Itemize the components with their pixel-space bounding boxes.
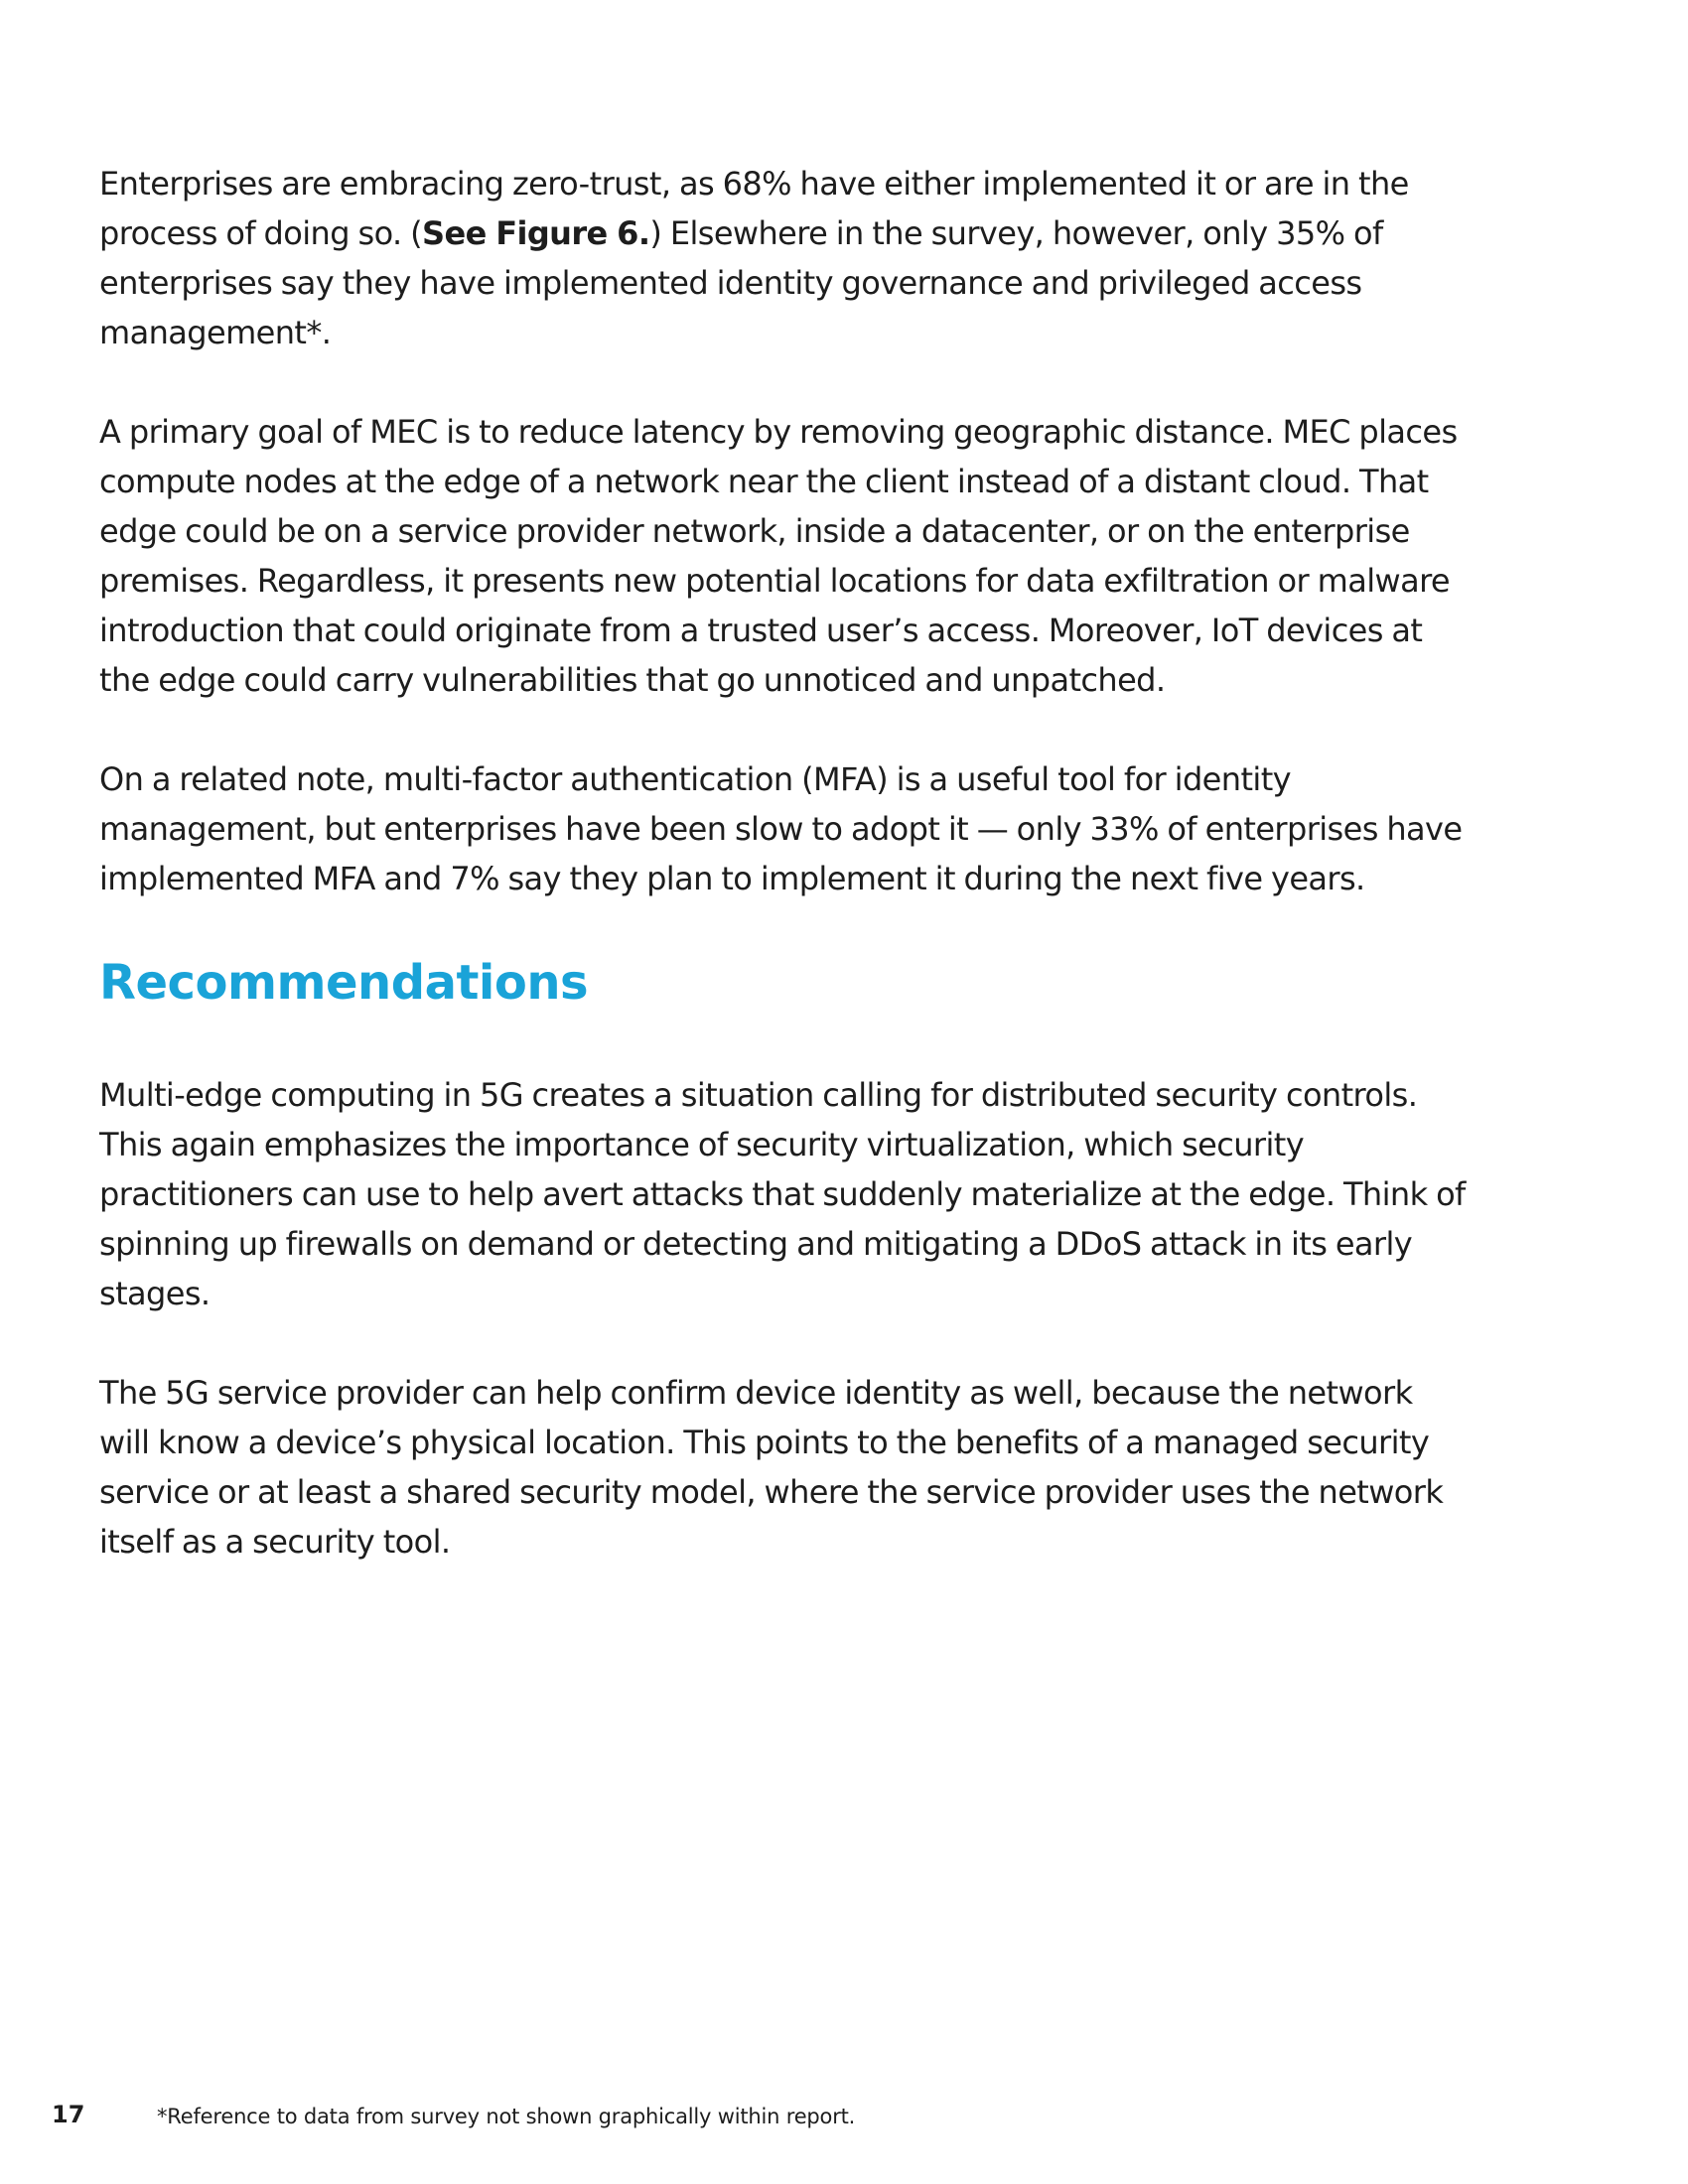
paragraph-zero-trust [99,159,1470,357]
page-footer [52,2100,1541,2139]
paragraph-zero-trust-start: Enterprises are embracing zero-trust, as 68% have either implemented it or are in the process of doing so. ( [99,165,1409,252]
paragraph-mec: A primary goal of MEC is to reduce latency by removing geographic distance. MEC places compute nodes at the edge of a network near the client instead of a distant cloud. That edge could be on a service provider network, inside a datacenter, or on the enterprise premises. Regardless, it presents new potential locations for data exfiltration or malware introduction that could originate from a trusted user’s access. Moreover, IoT devices at the edge could carry vulnerabilities that go unnoticed and unpatched. [99,413,1458,699]
section-heading-recommendations: Recommendations [99,955,589,1011]
paragraph-mfa: On a related note, multi-factor authentication (MFA) is a useful tool for identity management, but enterprises have been slow to adopt it — only 33% of enterprises have implemented MFA and 7% say they plan to implement it during the next five years. [99,760,1463,897]
footnote: *Reference to data from survey not shown graphically within report. [157,2105,856,2128]
main-content [99,159,1470,1616]
page-number: 17 [52,2101,85,2128]
paragraph-service-provider: The 5G service provider can help confirm device identity as well, because the network will know a device’s physical location. This points to the benefits of a managed security service or at least a shared security model, where the service provider uses the network itself as a security tool. [99,1374,1444,1561]
figure-reference: See Figure 6. [422,214,650,252]
paragraph-zero-trust-end: ) Elsewhere in the survey, however, only 35% of enterprises say they have implemented identity governance and privileged access management*. [99,214,1383,351]
paragraph-multi-edge: Multi-edge computing in 5G creates a situation calling for distributed security controls. This again emphasizes the importance of security virtualization, which security practitioners can use to help avert attacks that suddenly materialize at the edge. Think of spinning up firewalls on demand or detecting and mitigating a DDoS attack in its early stages. [99,1076,1466,1312]
